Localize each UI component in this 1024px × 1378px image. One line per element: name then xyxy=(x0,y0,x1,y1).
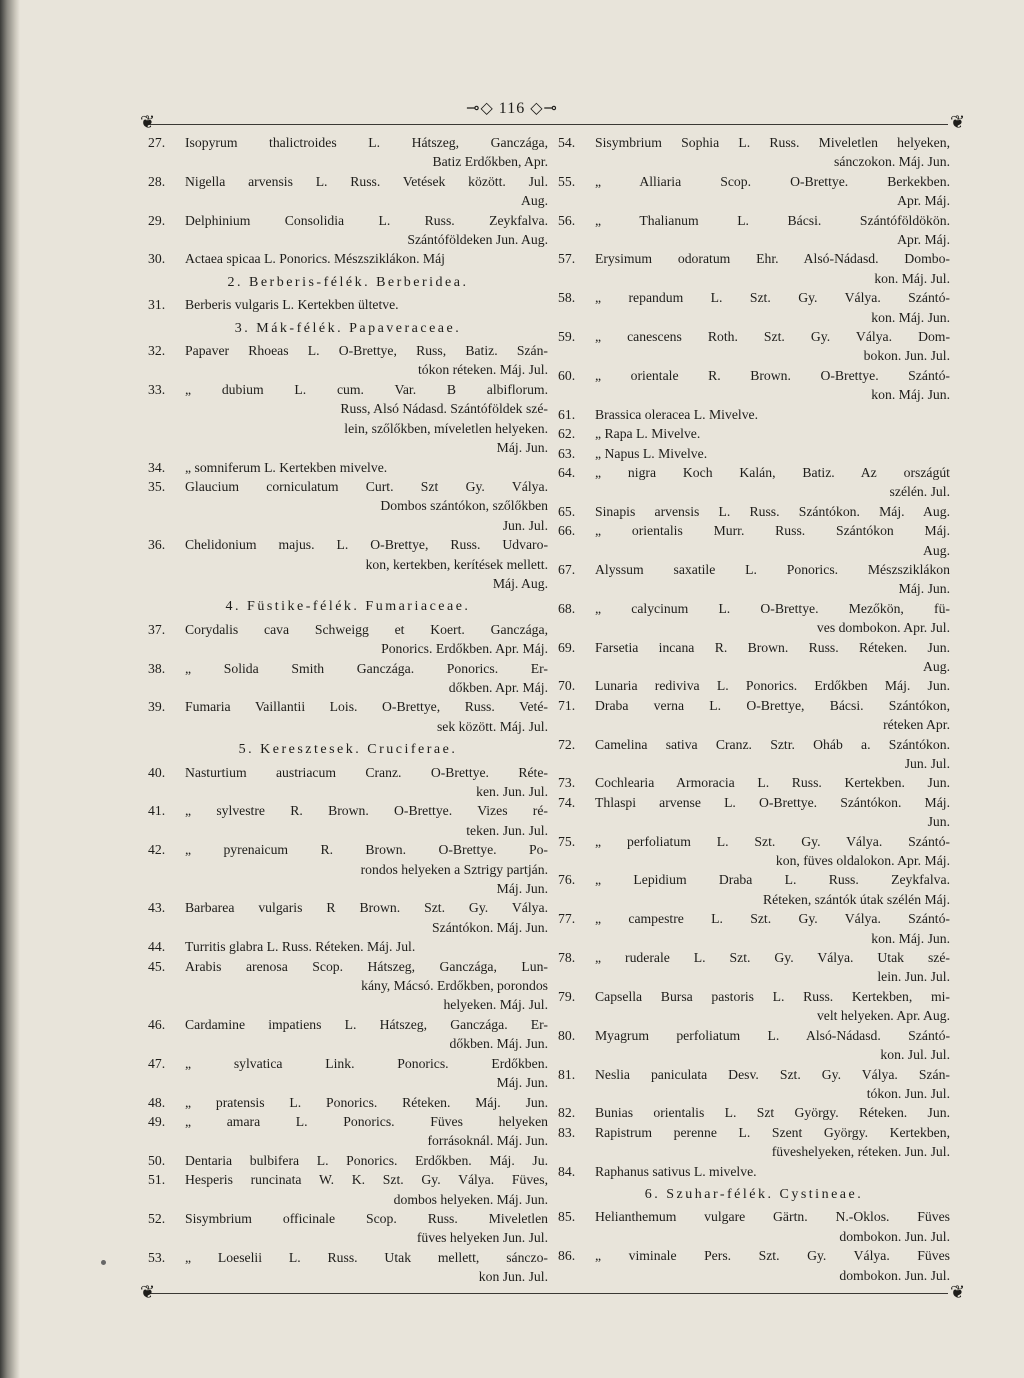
species-entry xyxy=(148,535,548,593)
entry-continuation: kány, Mácsó. Erdőkben, porondos xyxy=(361,978,548,994)
entry-continuation: szélén. Jul. xyxy=(889,484,950,500)
entry-continuation: ken. Jun. Jul. xyxy=(476,784,548,799)
entry-text: „ Napus L. Mivelve. xyxy=(595,445,708,461)
entry-text: Capsella Bursa pastoris L. Russ. Kertekben, mi- xyxy=(595,988,950,1004)
entry-number: 41. xyxy=(148,803,166,819)
entry-text: Chelidonium majus. L. O-Brettye, Russ. Udvaro- xyxy=(185,537,548,553)
species-entry xyxy=(558,288,950,327)
species-entry xyxy=(148,380,548,458)
entry-continuation: dombokon. Jun. Jul. xyxy=(839,1228,950,1244)
section-heading: 6. Szuhar-félék. Cystineae. xyxy=(644,1186,864,1202)
entry-text: Bunias orientalis L. Szt György. Réteken. Jun. xyxy=(595,1105,950,1121)
entry-continuation: lein. Jun. Jul. xyxy=(877,969,950,985)
entry-number: 44. xyxy=(148,939,166,955)
species-entry xyxy=(558,599,950,638)
entry-number: 69. xyxy=(558,639,576,655)
entry-text: „ sylvatica Link. Ponorics. Erdőkben. xyxy=(185,1055,548,1071)
species-entry xyxy=(148,620,548,659)
entry-continuation: Apr. Máj. xyxy=(897,193,950,209)
entry-number: 34. xyxy=(148,459,166,475)
entry-number: 80. xyxy=(558,1027,576,1043)
entry-text: Neslia paniculata Desv. Szt. Gy. Vályа. Szán- xyxy=(595,1066,950,1082)
species-entry xyxy=(148,1151,548,1170)
species-entry xyxy=(558,327,950,366)
species-entry xyxy=(558,1026,950,1065)
bottom-rule xyxy=(148,1293,948,1294)
species-entry xyxy=(558,832,950,871)
entry-continuation: kon. Máj. Jun. xyxy=(871,930,950,946)
entry-text: „ pyrenaicum R. Brown. O-Brettye. Po- xyxy=(185,842,548,858)
entry-text: Turritis glabra L. Russ. Réteken. Máj. Jul. xyxy=(185,939,416,955)
entry-continuation: Máj. Aug. xyxy=(492,575,548,591)
entry-text: Isopyrum thalictroides L. Hátszeg, Ganczága, xyxy=(185,135,548,150)
entry-continuation: Batiz Erdőkben, Apr. xyxy=(432,154,548,170)
entry-number: 49. xyxy=(148,1113,166,1129)
entry-text: Brassica oleracea L. Mivelve. xyxy=(595,406,759,422)
entry-continuation: kon, füves oldalokon. Apr. Máj. xyxy=(775,853,950,869)
entry-continuation: Aug. xyxy=(923,658,950,674)
species-entry xyxy=(558,463,950,502)
entry-text: Sisymbrium Sophia L. Russ. Miveletlen helyeken, xyxy=(595,135,950,150)
entry-number: 85. xyxy=(558,1209,576,1225)
entry-number: 70. xyxy=(558,678,576,694)
entry-continuation: réteken Apr. xyxy=(883,717,950,733)
entry-continuation: tókon réteken. Máj. Jul. xyxy=(417,362,548,378)
entry-number: 56. xyxy=(558,212,576,228)
species-entry xyxy=(148,1054,548,1093)
entry-continuation: Jun. Jul. xyxy=(502,517,548,533)
species-entry xyxy=(148,172,548,211)
entry-text: Corydalis cava Schweigg et Koert. Ganczága, xyxy=(185,621,548,637)
entry-number: 62. xyxy=(558,426,576,442)
page-gutter-shadow xyxy=(0,0,20,1378)
entry-number: 42. xyxy=(148,842,166,858)
entry-continuation: kon. Jul. Jul. xyxy=(880,1047,950,1063)
entry-number: 53. xyxy=(148,1249,166,1265)
entry-number: 74. xyxy=(558,794,576,810)
species-entry xyxy=(148,1015,548,1054)
entry-number: 32. xyxy=(148,343,166,359)
entry-continuation: Russ, Alsó Nádasd. Szántóföldek szé- xyxy=(340,401,548,417)
entry-number: 73. xyxy=(558,775,576,791)
species-entry xyxy=(558,366,950,405)
entry-continuation: sek között. Máj. Jul. xyxy=(436,718,548,734)
species-entry xyxy=(148,477,548,535)
entry-text: Camelina sativa Cranz. Sztr. Oháb a. Szántókon. xyxy=(595,736,950,752)
entry-continuation: kon. Máj. Jul. xyxy=(874,270,950,286)
species-entry xyxy=(558,521,950,560)
entry-number: 45. xyxy=(148,958,166,974)
entry-text: Glaucium corniculatum Curt. Szt Gy. Vályа. xyxy=(185,478,548,494)
species-entry xyxy=(558,793,950,832)
entry-continuation: Dombos szántókon, szőlőkben xyxy=(380,498,548,514)
entry-continuation: füves helyeken Jun. Jul. xyxy=(416,1230,548,1246)
species-entry xyxy=(558,1065,950,1104)
entry-continuation: dőkben. Máj. Jun. xyxy=(449,1036,548,1052)
entry-number: 84. xyxy=(558,1163,576,1179)
entry-number: 35. xyxy=(148,478,166,494)
species-entry xyxy=(558,424,950,443)
entry-continuation: lein, szőlőkben, míveletlen helyeken. xyxy=(344,420,548,436)
species-entry xyxy=(558,1103,950,1122)
entry-continuation: Jun. Jul. xyxy=(904,756,950,771)
entry-continuation: Máj. Jun. xyxy=(496,881,548,897)
species-entry xyxy=(148,937,548,956)
entry-text: Arabis arenosa Scop. Hátszeg, Ganczága, Lun- xyxy=(185,958,548,974)
entry-text: Rapistrum perenne L. Szent György. Kertekben, xyxy=(595,1124,950,1140)
entry-number: 55. xyxy=(558,173,576,189)
species-entry xyxy=(148,1093,548,1112)
entry-continuation: rondos helyeken a Sztrigy partján. xyxy=(360,861,548,877)
species-entry xyxy=(148,295,548,314)
entry-number: 79. xyxy=(558,988,576,1004)
entry-text: Sisymbrium officinale Scop. Russ. Miveletlen xyxy=(185,1210,548,1226)
entry-number: 48. xyxy=(148,1094,166,1110)
entry-number: 51. xyxy=(148,1172,166,1188)
entry-number: 52. xyxy=(148,1210,166,1226)
entry-number: 72. xyxy=(558,736,576,752)
entry-text: Raphanus sativus L. mivelve. xyxy=(595,1163,757,1179)
entry-text: „ sylvestre R. Brown. O-Brettye. Vizes ré- xyxy=(185,803,548,819)
entry-text: „ repandum L. Szt. Gy. Vályа. Szántó- xyxy=(595,290,950,306)
entry-text: Thlaspi arvense L. O-Brettye. Szántókon. Máj. xyxy=(595,794,950,810)
species-entry xyxy=(148,1209,548,1248)
page-number: ⊸◇ 116 ◇⊸ xyxy=(466,100,558,117)
entry-number: 82. xyxy=(558,1105,576,1121)
entry-text: Farsetia incana R. Brown. Russ. Réteken. Jun. xyxy=(595,639,950,655)
entry-continuation: teken. Jun. Jul. xyxy=(466,822,548,838)
entry-continuation: Máj. Jun. xyxy=(496,440,548,456)
entry-number: 38. xyxy=(148,660,166,676)
entry-number: 59. xyxy=(558,329,576,345)
entry-text: Cardamine impatiens L. Hátszeg, Ganczága. Er- xyxy=(185,1016,548,1032)
right-column xyxy=(558,133,950,1285)
species-entry xyxy=(558,1162,950,1181)
entry-text: „ Rapa L. Mivelve. xyxy=(595,426,701,442)
species-entry xyxy=(558,870,950,909)
entry-continuation: Apr. Máj. xyxy=(897,232,950,248)
entry-number: 86. xyxy=(558,1248,576,1264)
entry-text: Alyssum saxatile L. Ponorics. Mészsziklákon xyxy=(595,561,950,577)
entry-text: Nasturtium austriacum Cranz. O-Brettye. Réte- xyxy=(185,764,548,780)
entry-text: Myagrum perfoliatum L. Alsó-Nádasd. Szántó- xyxy=(595,1027,950,1043)
entry-continuation: Aug. xyxy=(923,542,950,558)
species-entry xyxy=(558,773,950,792)
entry-number: 36. xyxy=(148,537,166,553)
entry-continuation: Aug. xyxy=(521,193,548,209)
entry-number: 37. xyxy=(148,621,166,637)
entry-continuation: Szántóföldeken Jun. Aug. xyxy=(407,232,548,248)
species-entry xyxy=(558,444,950,463)
entry-text: Actaea spicaa L. Ponorics. Mészsziklákon. Máj xyxy=(185,251,445,267)
species-entry xyxy=(148,763,548,802)
entry-continuation: Réteken, szántók útak szélén Máj. xyxy=(762,891,950,907)
species-entry xyxy=(558,502,950,521)
entry-continuation: helyeken. Máj. Jul. xyxy=(443,997,548,1013)
entry-text: Helianthemum vulgare Gärtn. N.-Oklos. Füves xyxy=(595,1209,950,1225)
entry-continuation: kon. Máj. Jun. xyxy=(871,309,950,325)
species-entry xyxy=(558,405,950,424)
entry-text: „ calycinum L. O-Brettye. Mezőkön, fü- xyxy=(595,600,950,616)
species-entry xyxy=(558,1123,950,1162)
entry-number: 33. xyxy=(148,381,166,397)
entry-text: „ viminale Pers. Szt. Gy. Vályа. Füves xyxy=(595,1248,950,1264)
species-entry xyxy=(558,133,950,172)
entry-number: 27. xyxy=(148,135,166,150)
entry-text: „ Lepidium Draba L. Russ. Zeykfalva. xyxy=(595,872,950,888)
species-entry xyxy=(148,801,548,840)
species-entry xyxy=(148,840,548,898)
entry-number: 29. xyxy=(148,212,166,228)
species-entry xyxy=(558,211,950,250)
species-entry xyxy=(148,1248,548,1287)
species-entry xyxy=(148,341,548,380)
entry-number: 28. xyxy=(148,173,166,189)
paper-speck xyxy=(101,1260,106,1265)
entry-text: Barbarea vulgaris R Brown. Szt. Gy. Vályа. xyxy=(185,900,548,916)
entry-continuation: dombos helyeken. Máj. Jun. xyxy=(393,1191,548,1207)
species-entry xyxy=(558,987,950,1026)
entry-continuation: sánczokon. Máj. Jun. xyxy=(834,154,950,170)
entry-number: 47. xyxy=(148,1055,166,1071)
entry-number: 63. xyxy=(558,445,576,461)
entry-number: 78. xyxy=(558,950,576,966)
entry-number: 46. xyxy=(148,1016,166,1032)
entry-number: 67. xyxy=(558,561,576,577)
species-entry xyxy=(558,638,950,677)
entry-continuation: füveshelyeken, réteken. Jun. Jul. xyxy=(771,1144,950,1160)
species-entry xyxy=(558,696,950,735)
entry-number: 64. xyxy=(558,464,576,480)
entry-text: Fumaria Vaillantii Lois. O-Brettye, Russ. Veté- xyxy=(185,699,548,715)
entry-text: „ Alliaria Scop. O-Brettye. Berkekben. xyxy=(595,173,950,189)
entry-text: Nigella arvensis L. Russ. Vetések között. Jul. xyxy=(185,173,548,189)
entry-text: „ ruderale L. Szt. Gy. Vályа. Utak szé- xyxy=(595,950,950,966)
corner-flourish-icon: ❦ xyxy=(950,112,966,132)
entry-text: Dentaria bulbifera L. Ponorics. Erdőkben. Máj. Ju. xyxy=(185,1152,548,1168)
entry-continuation: ves dombokon. Apr. Jul. xyxy=(816,620,950,636)
entry-text: Draba verna L. O-Brettye, Bácsi. Szántókon, xyxy=(595,697,950,713)
species-entry xyxy=(148,957,548,1015)
entry-number: 40. xyxy=(148,764,166,780)
corner-flourish-icon: ❦ xyxy=(140,112,156,132)
entry-continuation: kon. Máj. Jun. xyxy=(871,387,950,403)
entry-text: Hesperis runcinata W. K. Szt. Gy. Vályа. Füves, xyxy=(185,1172,548,1188)
entry-number: 81. xyxy=(558,1066,576,1082)
entry-number: 61. xyxy=(558,406,576,422)
species-entry xyxy=(558,1207,950,1246)
entry-text: Sinapis arvensis L. Russ. Szántókon. Máj. Aug. xyxy=(595,503,950,519)
corner-flourish-icon: ❦ xyxy=(140,1282,156,1302)
entry-continuation: Máj. Jun. xyxy=(898,581,950,597)
entry-continuation: kon, kertekben, kerítések mellett. xyxy=(365,556,548,572)
entry-text: Berberis vulgaris L. Kertekben ültetve. xyxy=(185,297,399,313)
corner-flourish-icon: ❦ xyxy=(950,1282,966,1302)
species-entry xyxy=(558,172,950,211)
entry-text: „ somniferum L. Kertekben mivelve. xyxy=(185,459,388,475)
species-entry xyxy=(148,211,548,250)
species-entry xyxy=(558,909,950,948)
entry-text: „ orientale R. Brown. O-Brettye. Szántó- xyxy=(595,367,950,383)
entry-continuation: Máj. Jun. xyxy=(496,1075,548,1091)
entry-continuation: Jun. xyxy=(927,814,950,830)
section-heading: 3. Mák-félék. Papaveraceae. xyxy=(234,320,462,336)
entry-number: 30. xyxy=(148,251,166,267)
species-entry xyxy=(148,898,548,937)
entry-number: 58. xyxy=(558,290,576,306)
entry-number: 31. xyxy=(148,297,166,313)
entry-text: „ amara L. Ponorics. Füves helyeken xyxy=(185,1113,548,1129)
entry-number: 54. xyxy=(558,135,576,150)
entry-text: Cochlearia Armoracia L. Russ. Kertekben. Jun. xyxy=(595,775,950,791)
entry-continuation: kon Jun. Jul. xyxy=(478,1269,548,1285)
entry-number: 68. xyxy=(558,600,576,616)
entry-text: „ canescens Roth. Szt. Gy. Vályа. Dom- xyxy=(595,329,950,345)
entry-text: Erysimum odoratum Ehr. Alsó-Nádasd. Dombo- xyxy=(595,251,950,267)
section-heading: 5. Keresztesek. Cruciferae. xyxy=(238,742,458,758)
entry-text: Lunaria rediviva L. Ponorics. Erdőkben Máj. Jun. xyxy=(595,678,950,694)
entry-continuation: Ponorics. Erdőkben. Apr. Máj. xyxy=(381,641,548,657)
entry-continuation: dőkben. Apr. Máj. xyxy=(448,679,548,695)
entry-number: 65. xyxy=(558,503,576,519)
entry-text: „ orientalis Murr. Russ. Szántókon Máj. xyxy=(595,523,950,539)
entry-number: 71. xyxy=(558,697,576,713)
entry-text: „ dubium L. cum. Var. B albiflorum. xyxy=(185,381,548,397)
species-entry xyxy=(148,1170,548,1209)
species-entry xyxy=(558,735,950,774)
species-entry xyxy=(148,1112,548,1151)
entry-text: „ Solida Smith Ganczága. Ponorics. Er- xyxy=(185,660,548,676)
species-entry xyxy=(558,560,950,599)
entry-number: 75. xyxy=(558,833,576,849)
entry-text: Delphinium Consolidia L. Russ. Zeykfalva. xyxy=(185,212,548,228)
entry-text: „ Thalianum L. Bácsi. Szántóföldökön. xyxy=(595,212,950,228)
entry-text: „ perfoliatum L. Szt. Gy. Vályа. Szántó- xyxy=(595,833,950,849)
section-heading: 2. Berberis-félék. Berberidea. xyxy=(227,274,469,290)
entry-text: „ campestre L. Szt. Gy. Vályа. Szántó- xyxy=(595,911,950,927)
species-entry xyxy=(148,133,548,172)
entry-text: „ pratensis L. Ponorics. Réteken. Máj. Jun. xyxy=(185,1094,548,1110)
entry-continuation: forrásoknál. Máj. Jun. xyxy=(427,1133,548,1149)
entry-number: 66. xyxy=(558,523,576,539)
entry-number: 77. xyxy=(558,911,576,927)
species-entry xyxy=(148,697,548,736)
entry-number: 57. xyxy=(558,251,576,267)
section-heading: 4. Füstike-félék. Fumariaceae. xyxy=(225,599,471,615)
entry-continuation: dombokon. Jun. Jul. xyxy=(839,1267,950,1283)
entry-number: 50. xyxy=(148,1152,166,1168)
entry-text: „ Loeselii L. Russ. Utak mellett, sánczo- xyxy=(185,1249,548,1265)
species-entry xyxy=(558,676,950,695)
species-entry xyxy=(558,249,950,288)
species-entry xyxy=(148,458,548,477)
entry-continuation: tókon. Jun. Jul. xyxy=(866,1085,950,1101)
entry-number: 83. xyxy=(558,1124,576,1140)
entry-number: 76. xyxy=(558,872,576,888)
top-rule xyxy=(148,124,948,125)
species-entry xyxy=(558,948,950,987)
entry-number: 39. xyxy=(148,699,166,715)
entry-text: „ nigra Koch Kalán, Batiz. Az országút xyxy=(595,464,950,480)
species-entry xyxy=(558,1246,950,1285)
entry-number: 60. xyxy=(558,367,576,383)
entry-continuation: velt helyeken. Apr. Aug. xyxy=(816,1008,950,1024)
entry-continuation: Szántókon. Máj. Jun. xyxy=(432,919,548,935)
entry-continuation: bokon. Jun. Jul. xyxy=(863,348,950,364)
species-entry xyxy=(148,249,548,268)
entry-number: 43. xyxy=(148,900,166,916)
entry-text: Papaver Rhoeas L. O-Brettye, Russ, Batiz. Szán- xyxy=(185,343,548,359)
left-column xyxy=(148,133,548,1287)
species-entry xyxy=(148,659,548,698)
